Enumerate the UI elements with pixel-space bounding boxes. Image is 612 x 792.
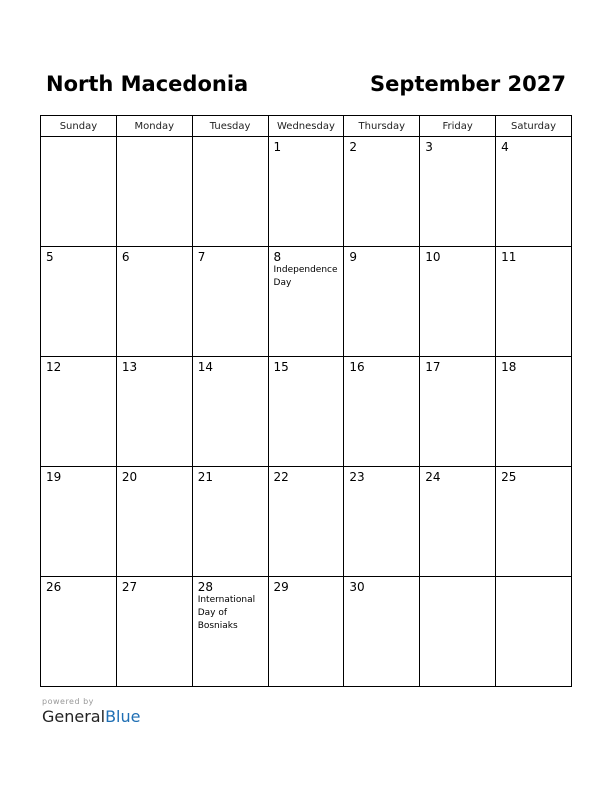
day-number: 18 <box>501 360 517 374</box>
day-cell <box>344 577 420 687</box>
day-cell <box>116 467 192 577</box>
day-cell <box>192 577 268 687</box>
footer-branding <box>42 697 162 727</box>
day-number: 22 <box>273 470 289 484</box>
day-cell <box>420 357 496 467</box>
day-number: 15 <box>273 360 289 374</box>
day-cell <box>420 137 496 247</box>
weekday-header: Saturday <box>496 116 572 137</box>
day-cell <box>192 137 268 247</box>
day-cell <box>496 467 572 577</box>
weekday-header: Friday <box>420 116 496 137</box>
day-number: 20 <box>121 470 138 484</box>
day-number: 23 <box>349 470 365 484</box>
holiday-label: Independence Day <box>273 265 338 288</box>
day-number: 14 <box>197 360 213 374</box>
day-cell <box>116 247 192 357</box>
day-cell <box>41 137 117 247</box>
week-row <box>41 577 572 687</box>
day-number: 19 <box>46 470 62 484</box>
day-number: 5 <box>46 250 54 264</box>
day-cell <box>41 357 117 467</box>
day-number: 2 <box>349 140 358 154</box>
weekday-header-row <box>41 116 572 137</box>
day-cell <box>344 137 420 247</box>
day-cell <box>116 577 192 687</box>
day-number: 29 <box>273 580 289 594</box>
day-number: 7 <box>197 250 206 264</box>
day-number: 24 <box>425 470 441 484</box>
day-number: 3 <box>425 140 433 154</box>
country-title: North Macedonia <box>46 72 249 96</box>
weekday-header: Sunday <box>41 116 117 137</box>
day-cell <box>41 577 117 687</box>
day-cell <box>420 467 496 577</box>
weekday-header: Thursday <box>344 116 420 137</box>
day-number: 21 <box>197 470 213 484</box>
powered-by-text: powered by <box>42 697 94 706</box>
day-cell <box>496 137 572 247</box>
brand-logo <box>42 707 162 727</box>
day-cell <box>420 577 496 687</box>
day-number: 1 <box>273 140 282 154</box>
day-cell <box>192 357 268 467</box>
day-number: 13 <box>121 360 138 374</box>
day-cell <box>344 357 420 467</box>
day-cell <box>496 577 572 687</box>
weekday-header: Wednesday <box>268 116 344 137</box>
week-row <box>41 357 572 467</box>
day-cell <box>344 247 420 357</box>
day-number: 28 <box>197 580 213 594</box>
day-cell <box>268 137 344 247</box>
week-row <box>41 467 572 577</box>
day-number: 11 <box>501 250 517 264</box>
day-cell <box>268 577 344 687</box>
day-number: 25 <box>501 470 517 484</box>
day-number: 27 <box>121 580 138 594</box>
day-cell <box>344 467 420 577</box>
day-number: 9 <box>349 250 358 264</box>
day-number: 8 <box>273 250 282 264</box>
brand-name-general: General <box>42 707 106 726</box>
day-number: 26 <box>46 580 62 594</box>
day-cell <box>41 467 117 577</box>
day-number: 17 <box>425 360 441 374</box>
day-cell <box>268 247 344 357</box>
day-number: 6 <box>121 250 130 264</box>
week-row <box>41 247 572 357</box>
holiday-label: International Day of Bosniaks <box>197 595 256 631</box>
day-cell <box>420 247 496 357</box>
day-number: 16 <box>349 360 365 374</box>
day-cell <box>116 137 192 247</box>
day-cell <box>268 357 344 467</box>
day-cell <box>268 467 344 577</box>
day-cell <box>116 357 192 467</box>
month-year-title: September 2027 <box>370 72 566 96</box>
weekday-header: Tuesday <box>192 116 268 137</box>
day-cell <box>496 247 572 357</box>
weekday-header: Monday <box>116 116 192 137</box>
day-cell <box>41 247 117 357</box>
day-cell <box>192 467 268 577</box>
day-number: 4 <box>501 140 509 154</box>
day-number: 30 <box>349 580 365 594</box>
day-number: 12 <box>46 360 62 374</box>
week-row <box>41 137 572 247</box>
brand-name-blue: Blue <box>105 707 141 726</box>
calendar-grid <box>40 115 572 687</box>
day-cell <box>496 357 572 467</box>
day-number: 10 <box>425 250 441 264</box>
day-cell <box>192 247 268 357</box>
